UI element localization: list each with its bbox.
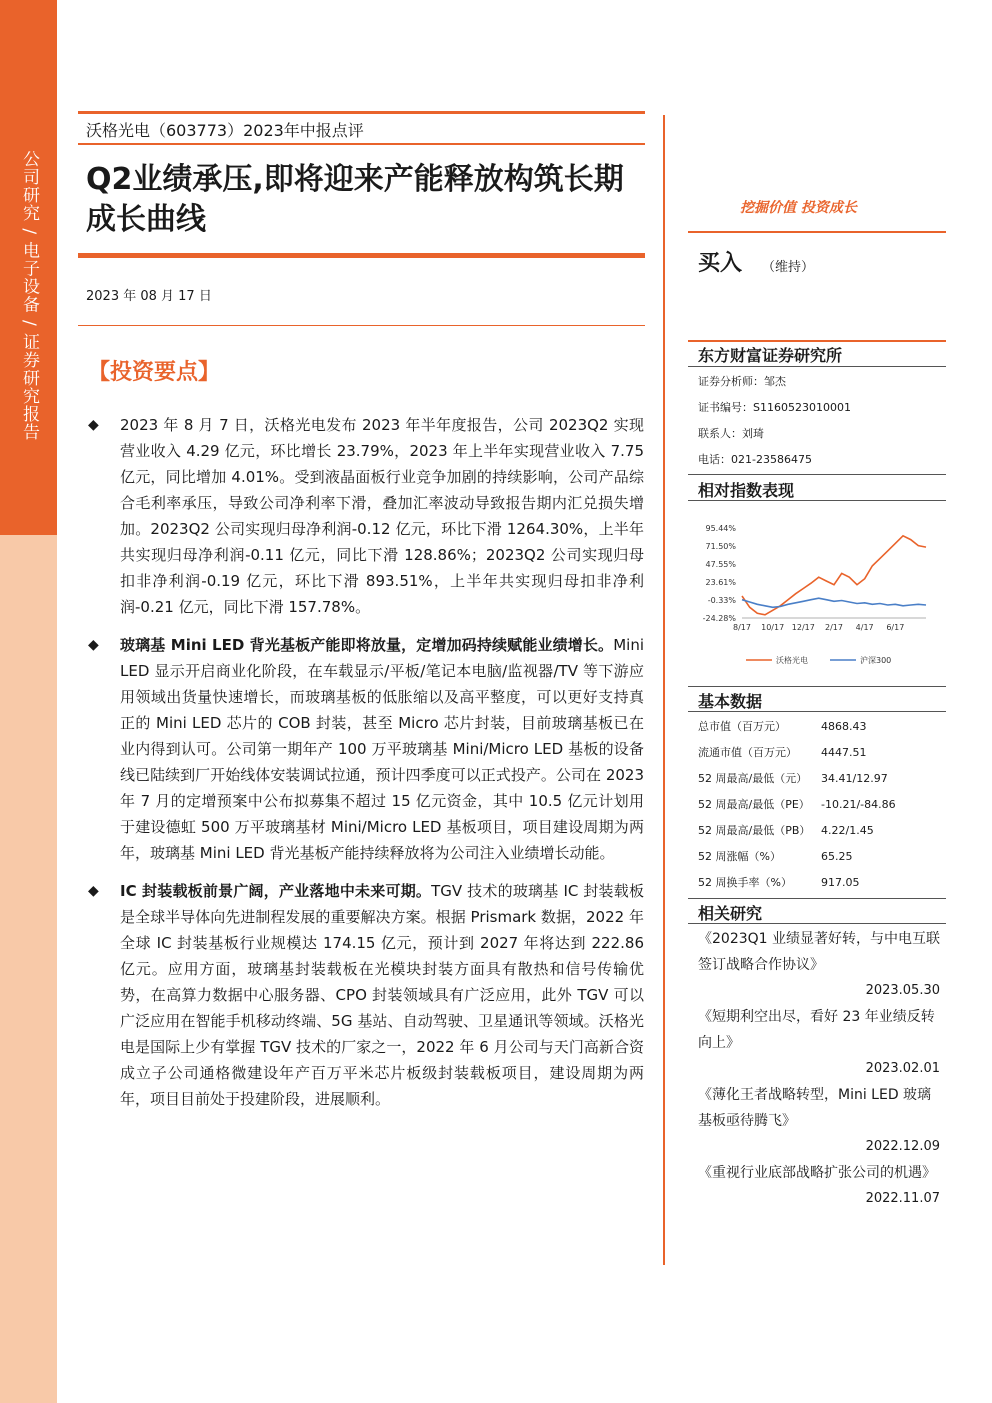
x-tick-label: 6/17 [886,623,905,632]
basic-data-value: 4447.51 [821,745,867,759]
bullet-bold-lead: 玻璃基 Mini LED 背光基板产能即将放量，定增加码持续赋能业绩增长。 [120,636,614,654]
header-top-rule [78,111,645,114]
diamond-bullet-icon: ◆ [88,883,99,899]
related-research-title[interactable]: 《短期利空出尽，看好 23 年业绩反转向上》 [698,1009,935,1051]
related-research-item[interactable] [698,1160,940,1212]
institute-top-rule [688,340,946,342]
basic-data-table [692,713,946,895]
basic-data-key: 52 周最高/最低（PB） [698,824,811,837]
basic-data-row [692,713,946,739]
diamond-bullet-icon: ◆ [88,637,99,653]
related-research-title[interactable]: 《2023Q1 业绩显著好转，与中电互联签订战略合作协议》 [698,931,941,973]
basic-section-rule [688,711,946,712]
bullet-item [88,878,644,1112]
bullet-text: 2023 年 8 月 7 日，沃格光电发布 2023 年半年度报告，公司 2023Q2 实现营业收入 4.29 亿元，环比增长 23.79%，2023 年上半年实现营业收入 7.75 亿元，同比增加 4.01%。受到液晶面板行业竞争加剧的持续影响，公司产品综合毛利率承压，导致公司净利率下滑，叠加汇率波动导致报告期内汇兑损失增加。2023Q2 公司实现归母净利润-0.12 亿元，环比下滑 1264.30%，上半年共实现归母净利润-0.11 亿元，同比下滑 128.86%；2023Q2 公司实现归母扣非净利润-0.19 亿元，环比下滑 893.51%，上半年共实现归母扣非净利润-0.21 亿元，同比下滑 157.78%。 [120,416,644,616]
related-research-date: 2022.12.09 [865,1139,940,1154]
basic-section-top-rule [688,686,946,687]
y-tick-label: 71.50% [705,541,736,551]
bullet-bold-lead: IC 封装载板前景广阔，产业落地中未来可期。 [120,882,432,900]
x-tick-label: 2/17 [825,623,843,632]
index-section-rule [688,500,946,501]
basic-data-key: 52 周最高/最低（PE） [698,798,810,811]
legend-label: 沪深300 [860,656,892,665]
institute-name: 东方财富证券研究所 [698,346,843,365]
x-tick-label: 8/17 [733,623,751,632]
rating: 买入 [698,251,743,276]
related-research-item[interactable] [698,1004,940,1082]
basic-data-key: 52 周换手率（%） [698,876,792,889]
basic-data-value: 4868.43 [821,719,867,733]
basic-data-row [692,791,946,817]
institute-rule [688,366,946,367]
basic-data-row [692,869,946,895]
basic-data-value: 4.22/1.45 [821,823,874,837]
report-title: Q2业绩承压,即将迎来产能释放构筑长期成长曲线 [86,162,624,237]
x-tick-label: 4/17 [855,623,874,632]
basic-data-key: 52 周最高/最低（元） [698,772,808,785]
section-heading-investment-points: 【投资要点】 [88,360,221,385]
bullet-item [88,632,644,866]
analyst-cert: 证书编号：S1160523010001 [698,401,851,414]
related-section-top-rule [688,898,946,899]
index-section-title: 相对指数表现 [698,481,795,500]
related-research-title[interactable]: 《薄化王者战略转型，Mini LED 玻璃基板亟待腾飞》 [698,1087,932,1129]
index-section-top-rule [688,474,946,475]
bullet-item [88,412,644,620]
series-line [742,536,926,615]
slogan: 挖掘价值 投资成长 [740,200,857,216]
diamond-bullet-icon: ◆ [88,417,99,433]
related-research-item[interactable] [698,926,940,1004]
basic-data-value: 65.25 [821,849,853,863]
y-tick-label: 95.44% [705,524,736,533]
contact-phone: 电话：021-23586475 [698,453,812,466]
rating-note: （维持） [762,260,815,275]
date-rule [78,325,645,326]
related-section-rule [688,923,946,924]
basic-data-row [692,765,946,791]
related-research-item[interactable] [698,1082,940,1160]
related-research-date: 2023.02.01 [865,1061,940,1076]
related-research-title[interactable]: 《重视行业底部战略扩张公司的机遇》 [698,1165,936,1181]
report-subtitle: 沃格光电（603773）2023年中报点评 [86,121,364,140]
basic-data-value: -10.21/-84.86 [821,797,896,811]
basic-data-key: 流通市值（百万元） [698,746,797,759]
bullet-text: Mini LED 显示开启商业化阶段，在车载显示/平板/笔记本电脑/监视器/TV 等下游应用领域出货量快速增长，而玻璃基板的低胀缩以及高平整度，可以更好支持真正的 Mini LED 芯片的 COB 封装，甚至 Micro 芯片封装，目前玻璃基板已在业内得到认可。公司第一期年产 100 万平玻璃基 Mini/Micro LED 基板的设备线已陆续到厂开始线体安装调试拉通，预计四季度可以正式投产。公司在 2023 年 7 月的定增预案中公布拟募集不超过 15 亿元资金，其中 10.5 亿元计划用于建设德虹 500 万平玻璃基材 Mini/Micro LED 基板项目，项目建设周期为两年，玻璃基 Mini LED 背光基板产能持续释放将为公司注入业绩增长动能。 [120,636,644,862]
basic-data-key: 52 周涨幅（%） [698,850,781,863]
y-tick-label: -0.33% [707,595,736,605]
basic-data-value: 917.05 [821,875,860,889]
report-date: 2023 年 08 月 17 日 [86,289,212,304]
y-tick-label: 47.55% [705,560,736,570]
related-research-date: 2023.05.30 [865,983,940,998]
x-tick-label: 10/17 [761,623,785,632]
related-research-date: 2022.11.07 [865,1191,940,1206]
y-tick-label: -24.28% [702,614,736,623]
title-bottom-rule [78,253,645,258]
investment-points-list [88,412,644,1124]
column-divider [663,115,665,1265]
basic-section-title: 基本数据 [698,692,763,711]
analyst-name: 证券分析师：邹杰 [698,375,786,388]
rating-top-rule [688,231,946,233]
y-tick-label: 23.61% [705,577,736,587]
basic-data-row [692,817,946,843]
side-category-label: 公司研究 / 电子设备 / 证券研究报告 [19,150,39,442]
legend-label: 沃格光电 [776,656,808,665]
basic-data-key: 总市值（百万元） [698,720,786,733]
related-section-title: 相关研究 [698,904,763,923]
basic-data-row [692,843,946,869]
basic-data-value: 34.41/12.97 [821,771,888,785]
contact-name: 联系人：刘琦 [698,427,764,440]
relative-index-chart [690,512,946,672]
bullet-text: TGV 技术的玻璃基 IC 封装载板是全球半导体向先进制程发展的重要解决方案。根据 Prismark 数据，2022 年全球 IC 封装基板行业规模达 174.15 亿元，预计到 2027 年将达到 222.86 亿元。应用方面，玻璃基封装载板在光模块封装方面具有散热和信号传输优势，在高算力数据中心服务器、CPO 封装领域具有广泛应用，此外 TGV 可以广泛应用在智能手机移动终端、5G 基站、自动驾驶、卫星通讯等领域。沃格光电是国际上少有掌握 TGV 技术的厂家之一，2022 年 6 月公司与天门高新合资成立子公司通格微建设年产百万平米芯片板级封装载板项目，建设周期为两年，项目目前处于投建阶段，进展顺利。 [120,882,644,1108]
series-line [742,598,926,607]
x-tick-label: 12/17 [791,623,815,632]
basic-data-row [692,739,946,765]
chart-svg [690,512,946,672]
header-sub-rule [78,143,645,145]
related-research-list [698,926,940,1212]
